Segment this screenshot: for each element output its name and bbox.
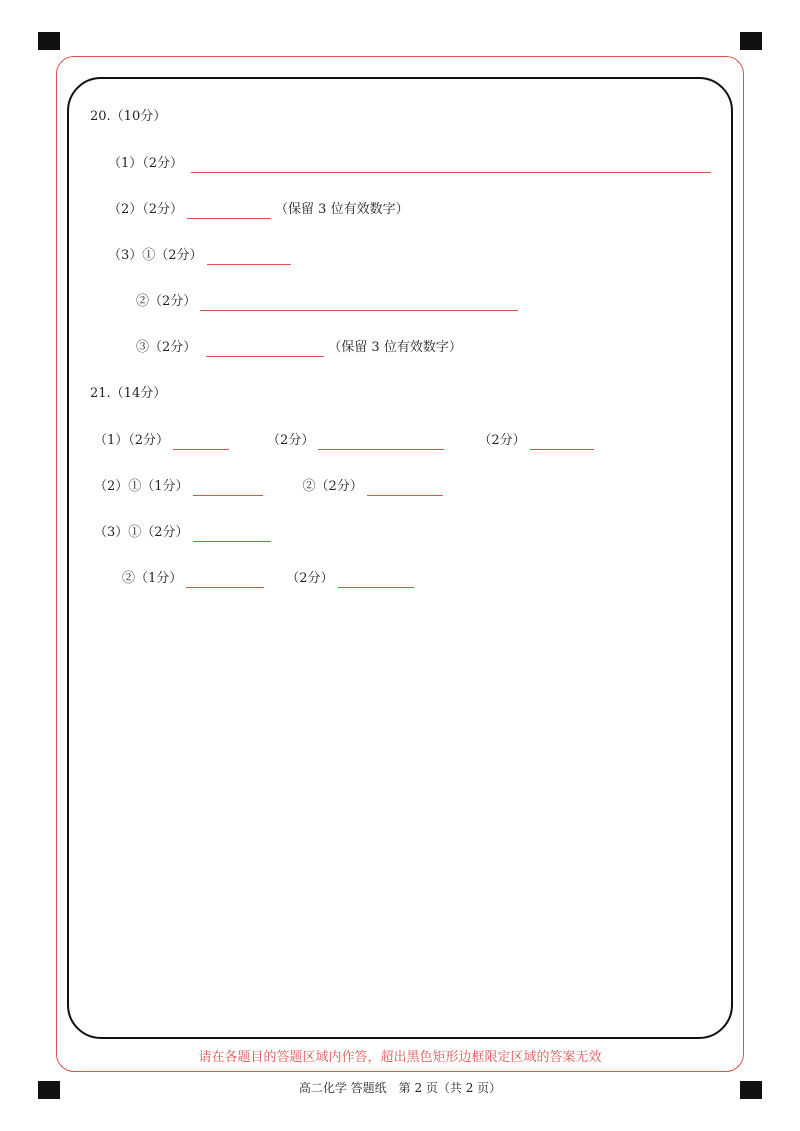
- q21-part3-2-label-b: （2分）: [286, 571, 334, 586]
- q20-part3-1: [108, 247, 295, 265]
- q21-part3-2-answer-blank-b[interactable]: [338, 573, 414, 588]
- registration-mark-top-right: [740, 32, 762, 50]
- q20-header: 20.（10分）: [90, 109, 167, 124]
- q20-part3-3-note: （保留 3 位有效数字）: [328, 340, 462, 355]
- q20-part3-3-answer-blank[interactable]: [206, 342, 324, 357]
- q21-part2-label-b: ②（2分）: [302, 479, 363, 494]
- q20-part2: [108, 201, 409, 219]
- q20-part3-3: [136, 339, 462, 357]
- q20-part3-2-answer-blank[interactable]: [200, 296, 518, 311]
- q20-part3-1-answer-blank[interactable]: [207, 250, 291, 265]
- q21-part3-2: [122, 570, 418, 588]
- q20-part1: [108, 155, 715, 173]
- q21-part1-answer-blank-a[interactable]: [173, 435, 229, 450]
- q20-part3-2-label: ②（2分）: [136, 294, 197, 309]
- q20-part3-1-label: （3）①（2分）: [108, 248, 203, 263]
- q20-part3-3-label: ③（2分）: [136, 340, 197, 355]
- q21-part3-1-label: （3）①（2分）: [94, 525, 189, 540]
- q21-part3-1-answer-blank[interactable]: [193, 527, 271, 542]
- page-footer: 高二化学 答题纸 第 2 页（共 2 页）: [298, 1081, 502, 1095]
- q21-part1: [94, 432, 598, 450]
- q21-part2-answer-blank-b[interactable]: [367, 481, 443, 496]
- q20-part2-note: （保留 3 位有效数字）: [275, 202, 409, 217]
- q21-part1-label-c: （2分）: [478, 433, 526, 448]
- q20-part1-label: （1）（2分）: [108, 156, 184, 171]
- q21-part2-answer-blank-a[interactable]: [193, 481, 263, 496]
- q21-part2: [94, 478, 447, 496]
- q21-part3-1: [94, 524, 275, 542]
- q21-part1-label-a: （1）（2分）: [94, 433, 170, 448]
- answer-region-warning: 请在各题目的答题区域内作答，超出黑色矩形边框限定区域的答案无效: [198, 1050, 602, 1065]
- answer-region-frame: [67, 77, 733, 1039]
- q20-part2-label: （2）（2分）: [108, 202, 184, 217]
- q20-part1-answer-blank[interactable]: [191, 158, 711, 173]
- q21-part1-label-b: （2分）: [267, 433, 315, 448]
- q21-header: 21.（14分）: [90, 386, 167, 401]
- q21-part1-answer-blank-b[interactable]: [318, 435, 444, 450]
- q20-part2-answer-blank[interactable]: [187, 204, 271, 219]
- q21-part2-label-a: （2）①（1分）: [94, 479, 189, 494]
- q21-part3-2-answer-blank-a[interactable]: [186, 573, 264, 588]
- q20-part3-2: [136, 293, 522, 311]
- q21-part3-2-label-a: ②（1分）: [122, 571, 183, 586]
- q21-part1-answer-blank-c[interactable]: [530, 435, 594, 450]
- registration-mark-top-left: [38, 32, 60, 50]
